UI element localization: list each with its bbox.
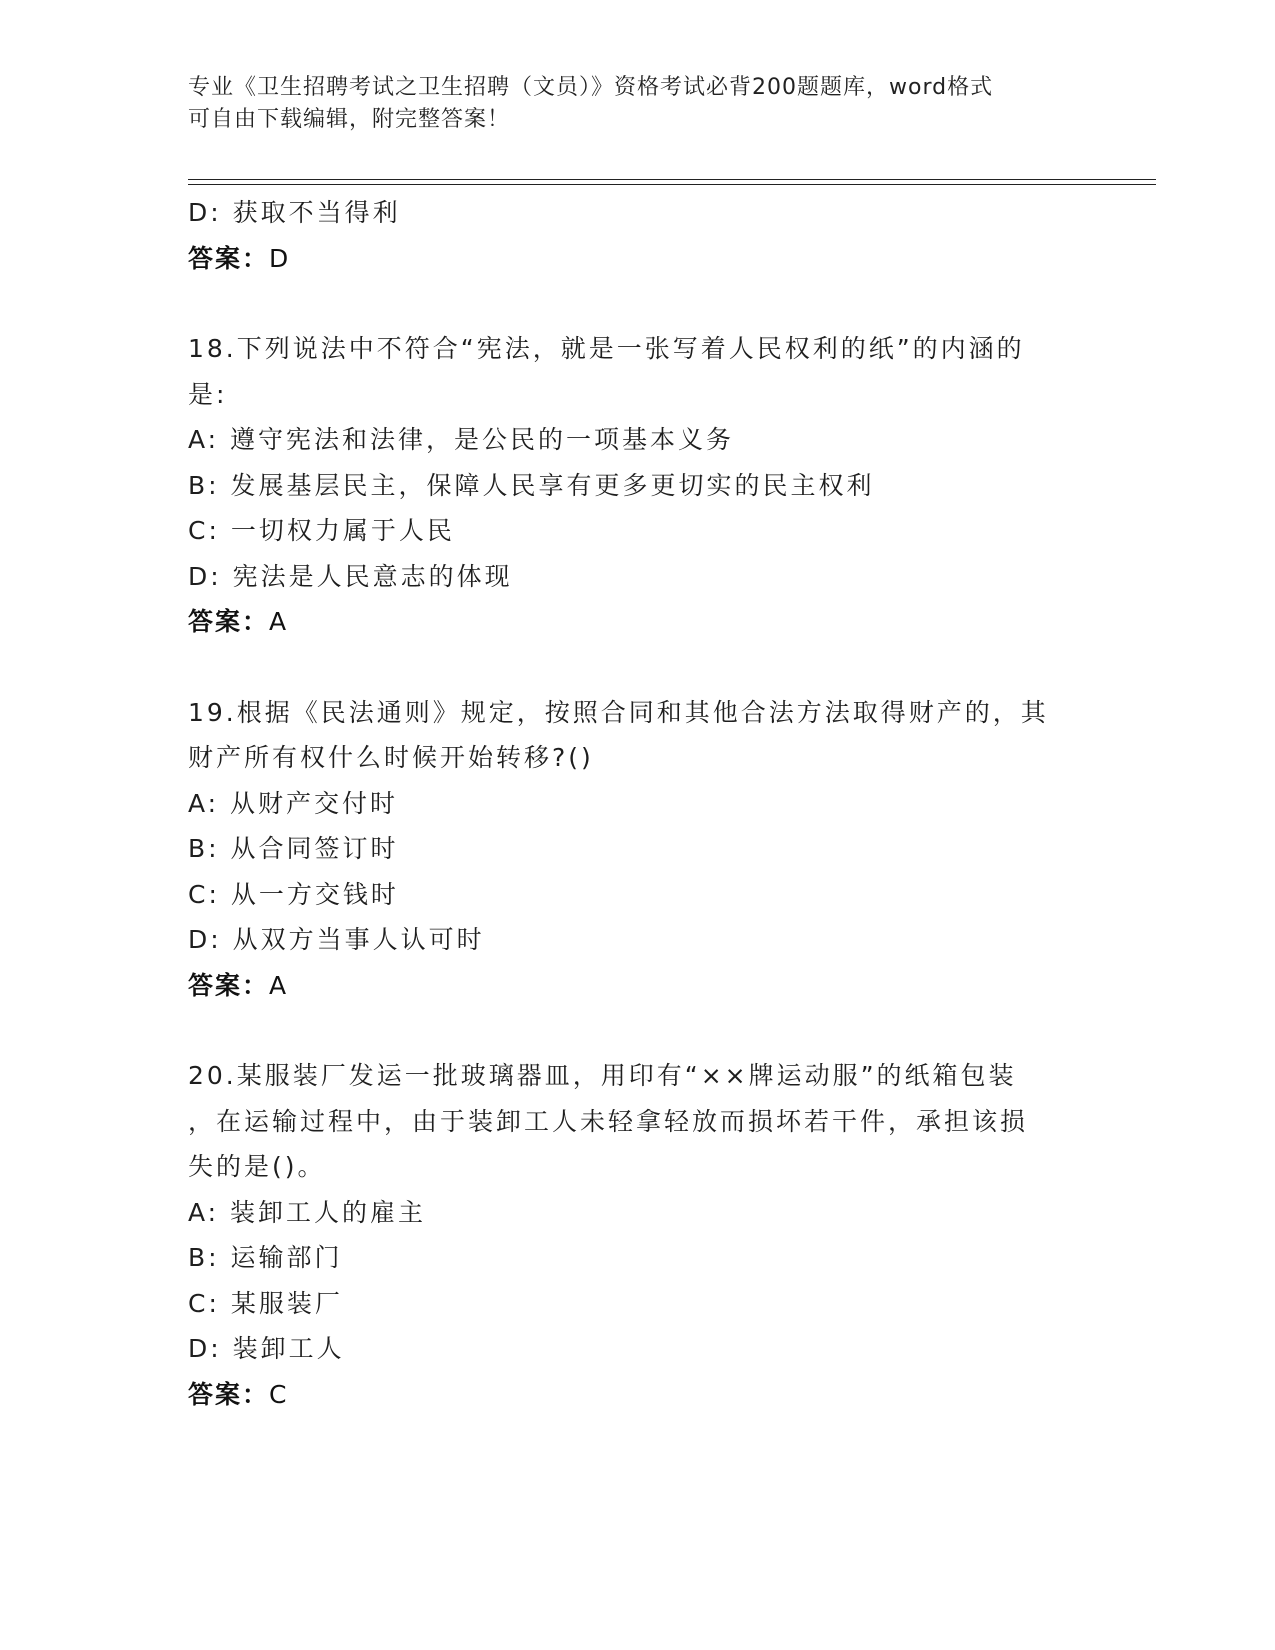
option-c: C: 从一方交钱时 [188, 879, 399, 909]
option-d: D: 宪法是人民意志的体现 [188, 561, 513, 591]
question-stem-line: 19.根据《民法通则》规定，按照合同和其他合法方法取得财产的，其 [188, 697, 1049, 727]
option-b: B: 从合同签订时 [188, 834, 399, 863]
answer-line [188, 599, 1088, 645]
answer-value: D [269, 243, 291, 273]
header-line-2: 可自由下载编辑，附完整答案！ [188, 107, 511, 132]
question-stem-line: 失的是()。 [188, 1152, 326, 1181]
option-b: B: 发展基层民主，保障人民享有更多更切实的民主权利 [188, 470, 875, 500]
question-18 [188, 326, 1088, 645]
option-a: A: 遵守宪法和法律，是公民的一项基本义务 [188, 425, 735, 454]
header-line-1: 专业《卫生招聘考试之卫生招聘（文员）》资格考试必背200题题库，word格式 [188, 75, 994, 100]
answer-line [188, 1372, 1088, 1418]
question-stem-line: 财产所有权什么时候开始转移?() [188, 743, 594, 772]
question-19 [188, 690, 1088, 1009]
question-list [188, 190, 1088, 1417]
header-divider-bottom [188, 184, 1156, 185]
option-a: A: 从财产交付时 [188, 788, 399, 818]
answer-label: 答案： [188, 1379, 270, 1409]
question-stem-line: 是: [188, 379, 228, 409]
answer-value: A [269, 970, 289, 1000]
document-header [188, 72, 1068, 136]
option-c: C: 某服装厂 [188, 1288, 343, 1318]
option-c: C: 一切权力属于人民 [188, 516, 455, 545]
answer-label: 答案： [188, 243, 270, 273]
answer-line [188, 236, 1088, 282]
option-d: D: 从双方当事人认可时 [188, 925, 485, 954]
option-d: D: 装卸工人 [188, 1334, 345, 1363]
question-stem-line: ，在运输过程中，由于装卸工人未轻拿轻放而损坏若干件，承担该损 [188, 1106, 1029, 1136]
question-20 [188, 1053, 1088, 1417]
answer-label: 答案： [188, 970, 270, 1000]
answer-value: C [269, 1379, 289, 1409]
question-stem-line: 20.某服装厂发运一批玻璃器皿，用印有“××牌运动服”的纸箱包装 [188, 1061, 1017, 1090]
answer-label: 答案： [188, 607, 270, 636]
answer-value: A [269, 607, 289, 636]
option-b: B: 运输部门 [188, 1243, 343, 1272]
option-a: A: 装卸工人的雇主 [188, 1197, 427, 1227]
question-stem-line: 18.下列说法中不符合“宪法，就是一张写着人民权利的纸”的内涵的 [188, 334, 1025, 363]
previous-question-fragment [188, 190, 1088, 281]
header-divider-top [188, 179, 1156, 180]
answer-line [188, 963, 1088, 1009]
option-d: D: 获取不当得利 [188, 198, 401, 227]
